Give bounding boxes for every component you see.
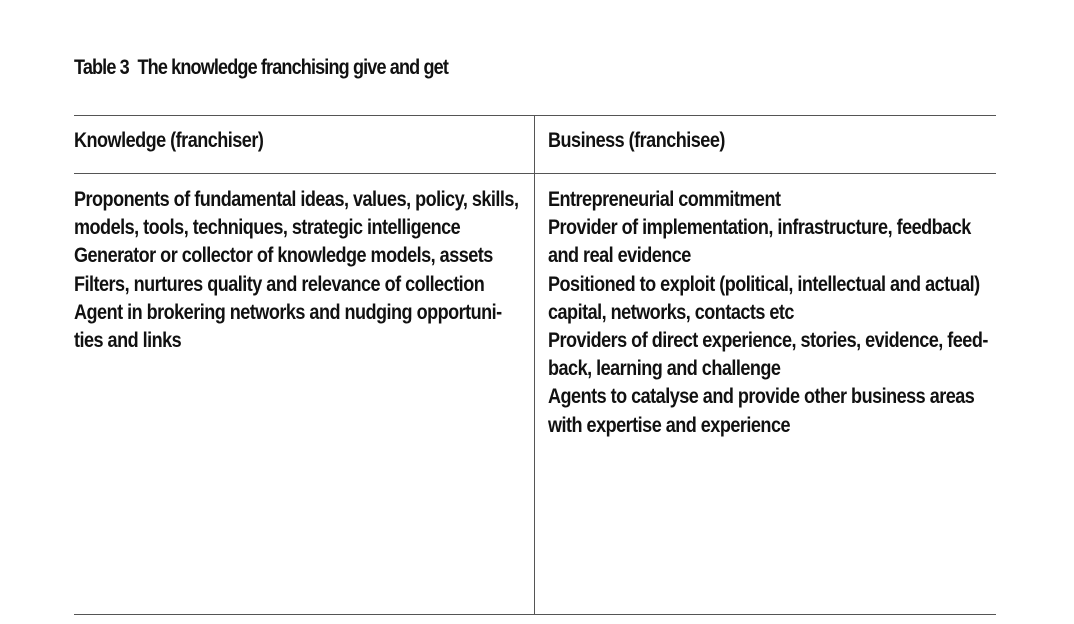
table-title: The knowledge franchising give and get (137, 56, 448, 79)
table-cell-line: ties and links (74, 329, 182, 353)
table-cell-line: Entrepreneurial commitment (548, 188, 781, 211)
table-cell-line: Providers of direct experience, stories, evidence, feed- (548, 329, 988, 353)
column-header-knowledge: Knowledge (franchiser) (74, 129, 264, 152)
business-column-cell (548, 186, 988, 440)
table-cell-line: models, tools, techniques, strategic intelligence (74, 216, 461, 240)
table-cell-line: Filters, nurtures quality and relevance of collection (74, 272, 485, 296)
table-cell-line: Agent in brokering networks and nudging opportuni- (74, 300, 502, 324)
table-cell-line: and real evidence (548, 244, 691, 268)
table-number: Table 3 (74, 56, 129, 79)
knowledge-column-cell (74, 186, 518, 355)
table-caption (74, 56, 448, 80)
column-header-business: Business (franchisee) (548, 129, 725, 152)
table-cell-line: with expertise and experience (548, 413, 790, 437)
table-cell-line: back, learning and challenge (548, 357, 781, 381)
table-cell-line: Agents to catalyse and provide other business areas (548, 385, 975, 409)
table-cell-line: Positioned to exploit (political, intellectual and actual) (548, 272, 980, 296)
table-header-rule (74, 173, 996, 174)
table-cell-line: Proponents of fundamental ideas, values, policy, skills, (74, 188, 519, 211)
table-cell-line: capital, networks, contacts etc (548, 300, 794, 324)
table-cell-line: Provider of implementation, infrastructure, feedback (548, 216, 971, 240)
column-divider (534, 115, 535, 614)
table-cell-line: Generator or collector of knowledge models, assets (74, 244, 493, 268)
table-bottom-rule (74, 614, 996, 615)
table-top-rule (74, 115, 996, 116)
